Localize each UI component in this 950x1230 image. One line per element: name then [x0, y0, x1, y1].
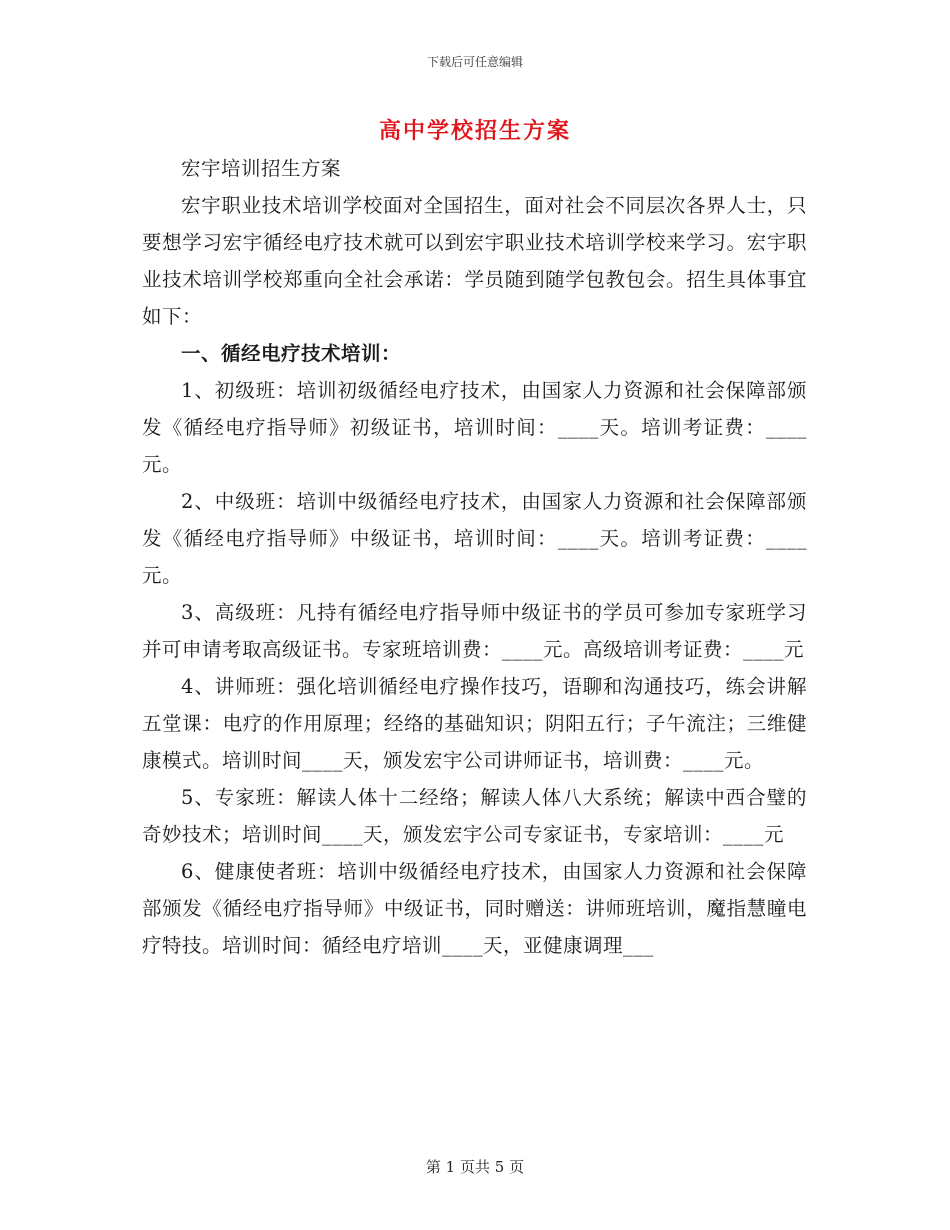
paragraph-intro: 宏宇职业技术培训学校面对全国招生，面对社会不同层次各界人士，只要想学习宏宇循经电疗技术就可以到宏宇职业技术培训学校来学习。宏宇职业技术培训学校郑重向全社会承诺：学员随到随学包教包会。招生具体事宜如下： — [142, 194, 807, 328]
paragraph-item-5: 5、专家班：解读人体十二经络；解读人体八大系统；解读中西合璧的奇妙技术；培训时间____天，颁发宏宇公司专家证书，专家培训：____元 — [142, 786, 807, 846]
paragraph-subtitle: 宏宇培训招生方案 — [181, 157, 342, 180]
paragraph-item-6: 6、健康使者班：培训中级循经电疗技术，由国家人力资源和社会保障部颁发《循经电疗指导师》中级证书，同时赠送：讲师班培训，魔指慧瞳电疗特技。培训时间：循经电疗培训____天，亚健康调理___ — [142, 860, 807, 957]
page-number: 第 1 页共 5 页 — [425, 1158, 525, 1176]
page-header-note: 下载后可任意编辑 — [426, 55, 523, 69]
document-title: 高中学校招生方案 — [378, 118, 571, 144]
section-heading: 一、循经电疗技术培训： — [181, 342, 402, 365]
paragraph-item-4: 4、讲师班：强化培训循经电疗操作技巧，语聊和沟通技巧，练会讲解五堂课：电疗的作用原理；经络的基础知识；阴阳五行；子午流注；三维健康模式。培训时间____天，颁发宏宇公司讲师证书，培训费：____元。 — [142, 675, 807, 772]
paragraph-item-1: 1、初级班：培训初级循经电疗技术，由国家人力资源和社会保障部颁发《循经电疗指导师》初级证书，培训时间：____天。培训考证费：____元。 — [142, 379, 807, 476]
paragraph-item-2: 2、中级班：培训中级循经电疗技术，由国家人力资源和社会保障部颁发《循经电疗指导师》中级证书，培训时间：____天。培训考证费：____元。 — [142, 490, 807, 587]
paragraph-item-3: 3、高级班：凡持有循经电疗指导师中级证书的学员可参加专家班学习并可申请考取高级证书。专家班培训费：____元。高级培训考证费：____元 — [142, 601, 807, 661]
document-body — [142, 150, 807, 964]
